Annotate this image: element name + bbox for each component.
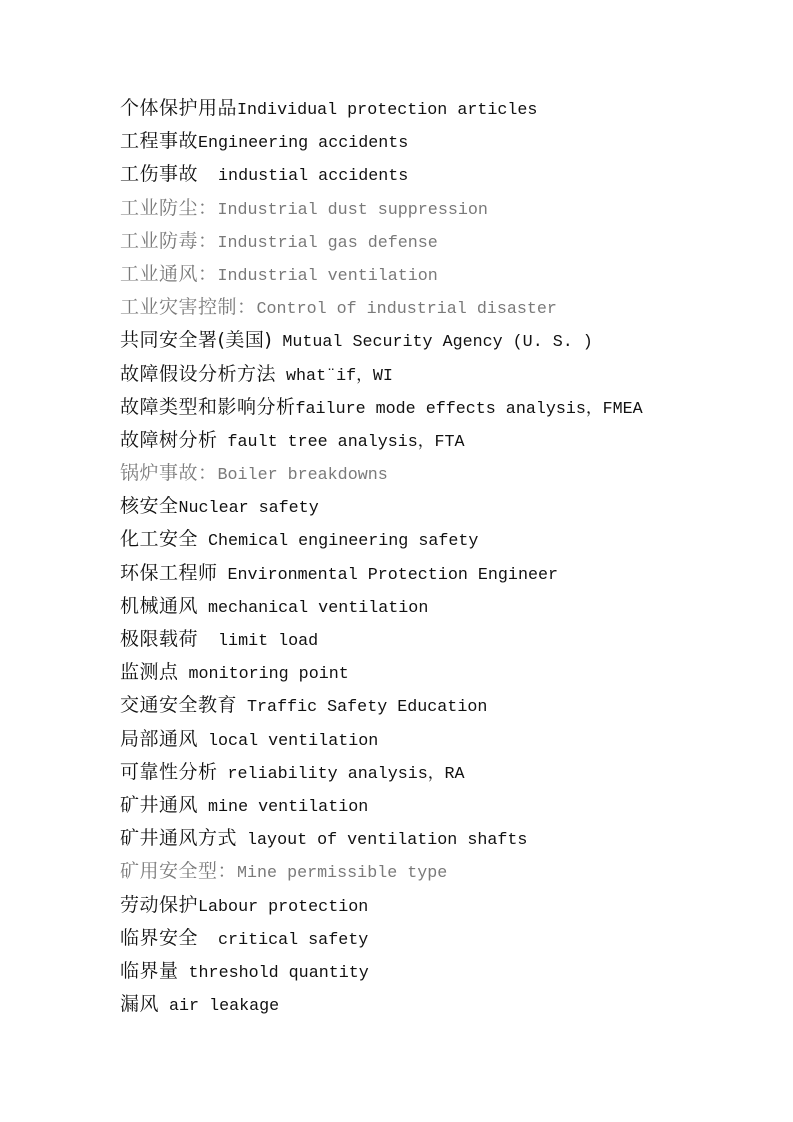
term-chinese: 故障假设分析方法 — [120, 362, 277, 385]
glossary-entry — [120, 158, 643, 191]
term-english: Engineering accidents — [198, 134, 409, 154]
term-english: mechanical ventilation — [198, 598, 429, 618]
term-english: Environmental Protection Engineer — [217, 565, 558, 585]
term-chinese: 工业防尘： — [120, 196, 218, 219]
term-english: layout of ventilation shafts — [237, 831, 528, 851]
term-english: failure mode effects analysis，FMEA — [295, 399, 643, 419]
term-chinese: 个体保护用品 — [120, 97, 238, 119]
term-chinese: 矿用安全型： — [120, 860, 238, 883]
glossary-entry — [120, 291, 643, 324]
glossary-entry — [120, 225, 643, 258]
term-chinese: 工业通风： — [120, 262, 218, 285]
term-chinese: 临界安全 — [120, 926, 199, 949]
term-english: Control of industrial disaster — [256, 300, 557, 320]
glossary-entry — [120, 723, 643, 756]
glossary-entry — [120, 358, 643, 391]
term-english: Mine permissible type — [237, 864, 448, 884]
term-english: reliability analysis，RA — [217, 764, 465, 784]
term-chinese: 工程事故 — [120, 130, 199, 153]
term-chinese: 极限载荷 — [120, 628, 199, 650]
term-chinese: 锅炉事故： — [120, 462, 218, 485]
glossary-entry — [120, 457, 643, 490]
term-chinese: 工伤事故 — [120, 163, 199, 186]
term-chinese: 工业防毒： — [120, 229, 218, 252]
term-chinese: 劳动保护 — [120, 893, 199, 916]
term-english: limit load — [198, 632, 319, 651]
term-english: Boiler breakdowns — [217, 466, 388, 486]
term-english: Industrial dust suppression — [217, 200, 488, 220]
glossary-entry — [120, 192, 643, 225]
term-english: mine ventilation — [198, 797, 369, 817]
term-chinese: 核安全 — [120, 495, 179, 518]
glossary-entry — [120, 92, 643, 125]
term-chinese: 矿井通风方式 — [120, 827, 238, 850]
glossary-entry — [120, 590, 643, 623]
term-english: Industrial gas defense — [217, 233, 438, 253]
term-english: air leakage — [159, 997, 280, 1017]
term-english: critical safety — [198, 930, 369, 950]
term-chinese: 临界量 — [120, 959, 179, 982]
term-english: Industrial ventilation — [217, 266, 438, 286]
term-chinese: 共同安全署(美国) — [120, 329, 273, 352]
term-english: what¨if，WI — [276, 366, 393, 386]
term-english: Nuclear safety — [178, 499, 319, 519]
glossary-entry — [120, 689, 643, 722]
term-english: Chemical engineering safety — [198, 532, 479, 552]
term-chinese: 化工安全 — [120, 528, 199, 551]
term-english: Mutual Security Agency (U. S. ) — [272, 333, 593, 353]
glossary-entry — [120, 125, 643, 158]
glossary-entry — [120, 557, 643, 590]
glossary-entry — [120, 889, 643, 922]
term-chinese: 故障树分析 — [120, 428, 218, 451]
glossary-entry — [120, 955, 643, 988]
term-chinese: 局部通风 — [120, 727, 199, 750]
term-english: Traffic Safety Education — [237, 698, 488, 718]
glossary-entry — [120, 988, 643, 1021]
term-chinese: 可靠性分析 — [120, 760, 218, 783]
glossary-entry — [120, 822, 643, 855]
term-english: industial accidents — [198, 167, 409, 187]
glossary-entry — [120, 523, 643, 556]
glossary-entry — [120, 623, 643, 656]
term-chinese: 监测点 — [120, 661, 179, 684]
glossary-entry — [120, 756, 643, 789]
glossary-entry — [120, 656, 643, 689]
glossary-entry — [120, 258, 643, 291]
glossary-entry — [120, 391, 643, 424]
term-chinese: 漏风 — [120, 993, 160, 1016]
glossary-entry — [120, 490, 643, 523]
term-chinese: 矿井通风 — [120, 793, 199, 816]
term-english: monitoring point — [178, 665, 349, 685]
glossary-entry — [120, 789, 643, 822]
term-chinese: 故障类型和影响分析 — [120, 395, 296, 418]
term-english: fault tree analysis，FTA — [217, 432, 465, 452]
glossary-entry — [120, 922, 643, 955]
glossary-entry — [120, 424, 643, 457]
term-chinese: 工业灾害控制： — [120, 296, 257, 319]
term-english: Individual protection articles — [237, 101, 538, 120]
term-chinese: 机械通风 — [120, 594, 199, 617]
term-chinese: 交通安全教育 — [120, 694, 238, 717]
term-chinese: 环保工程师 — [120, 561, 218, 584]
glossary-entry — [120, 324, 643, 357]
glossary-entry — [120, 855, 643, 888]
term-english: Labour protection — [198, 897, 369, 917]
glossary-page — [120, 92, 643, 1021]
term-english: local ventilation — [198, 731, 379, 751]
term-english: threshold quantity — [178, 963, 369, 983]
